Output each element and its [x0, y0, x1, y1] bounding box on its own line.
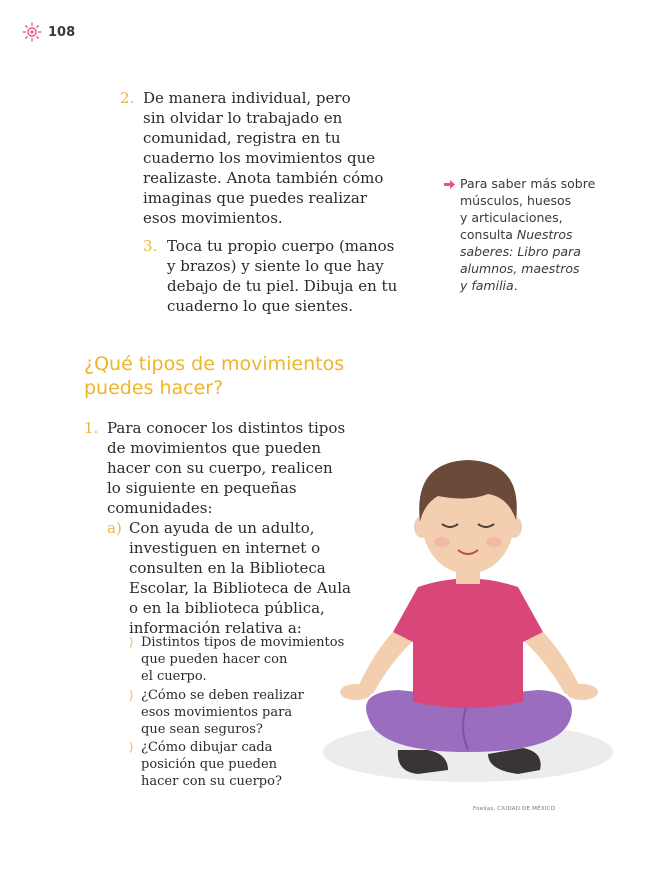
item-2-text	[143, 88, 383, 228]
text-line: De manera individual, pero	[143, 89, 351, 107]
text-line: ¿Cómo dibujar cada	[141, 740, 273, 755]
note-line	[460, 226, 630, 243]
text-line: sin olvidar lo trabajado en	[143, 109, 343, 127]
text-line: hacer con su cuerpo?	[141, 774, 282, 789]
text-line: imaginas que puedes realizar	[143, 189, 368, 207]
title-line: ¿Qué tipos de movimientos	[84, 353, 345, 375]
item-number: 1.	[84, 419, 99, 437]
text-line: Toca tu propio cuerpo (manos	[167, 237, 395, 255]
right-hand	[566, 684, 598, 700]
note-line	[460, 260, 630, 277]
note-text: .	[513, 278, 518, 293]
item-number: 3.	[143, 237, 158, 255]
section-title	[84, 352, 344, 400]
bullet-mark: ⟩	[129, 688, 134, 702]
text-line: Con ayuda de un adulto,	[129, 519, 315, 537]
left-ear	[414, 516, 430, 538]
item-number: 2.	[120, 89, 135, 107]
text-line: que pueden hacer con	[141, 652, 288, 667]
arrow-right-icon	[444, 180, 455, 189]
text-line: que sean seguros?	[141, 722, 263, 737]
item-letter: a)	[107, 519, 122, 537]
sidebar-note	[460, 175, 630, 294]
book-title: alumnos, maestros	[460, 261, 580, 276]
text-line: información relativa a:	[129, 619, 302, 637]
note-line: Para saber más sobre	[460, 176, 596, 191]
text-line: cuaderno los movimientos que	[143, 149, 376, 167]
list-item	[129, 687, 304, 738]
note-line: y articulaciones,	[460, 210, 563, 225]
text-line: Escolar, la Biblioteca de Aula	[129, 579, 351, 597]
right-cheek	[486, 537, 502, 547]
left-cheek	[434, 537, 450, 547]
item-1-text	[107, 418, 345, 518]
text-line: consulten en la Biblioteca	[129, 559, 326, 577]
text-line: debajo de tu piel. Dibuja en tu	[167, 277, 398, 295]
illustration-caption: Foelias, CIUDAD DE MÉXICO	[473, 806, 556, 812]
text-line: Para conocer los distintos tipos	[107, 419, 346, 437]
item-3-text	[167, 236, 397, 316]
bullet-mark: ⟩	[129, 740, 134, 754]
text-line: posición que pueden	[141, 757, 278, 772]
left-hand	[340, 684, 372, 700]
page-number: 108	[48, 24, 76, 40]
text-line: o en la biblioteca pública,	[129, 599, 325, 617]
sun-icon	[22, 22, 42, 42]
note-text: consulta	[460, 227, 517, 242]
text-line: de movimientos que pueden	[107, 439, 322, 457]
list-item	[129, 739, 282, 790]
text-line: cuaderno lo que sientes.	[167, 297, 354, 315]
book-title: Nuestros	[516, 227, 573, 242]
text-line: y brazos) y siente lo que hay	[167, 257, 384, 275]
shirt	[393, 579, 543, 709]
meditating-child-illustration	[318, 452, 618, 792]
note-line: músculos, huesos	[460, 193, 572, 208]
note-line	[460, 277, 630, 294]
text-line: hacer con su cuerpo, realicen	[107, 459, 333, 477]
bullet-mark: ⟩	[129, 635, 134, 649]
book-title: y familia	[460, 278, 514, 293]
book-title: saberes: Libro para	[460, 244, 581, 259]
text-line: ¿Cómo se deben realizar	[141, 688, 304, 703]
title-line: puedes hacer?	[84, 377, 224, 399]
text-line: realizaste. Anota también cómo	[143, 169, 384, 187]
page-header	[22, 22, 75, 42]
text-line: esos movimientos.	[143, 209, 283, 227]
text-line: lo siguiente en pequeñas	[107, 479, 297, 497]
text-line: investiguen en internet o	[129, 539, 321, 557]
note-line	[460, 243, 630, 260]
right-ear	[506, 516, 522, 538]
text-line: comunidad, registra en tu	[143, 129, 341, 147]
text-line: Distintos tipos de movimientos	[141, 635, 345, 650]
text-line: el cuerpo.	[141, 669, 207, 684]
list-item	[129, 634, 345, 685]
text-line: esos movimientos para	[141, 705, 293, 720]
text-line: comunidades:	[107, 499, 213, 517]
